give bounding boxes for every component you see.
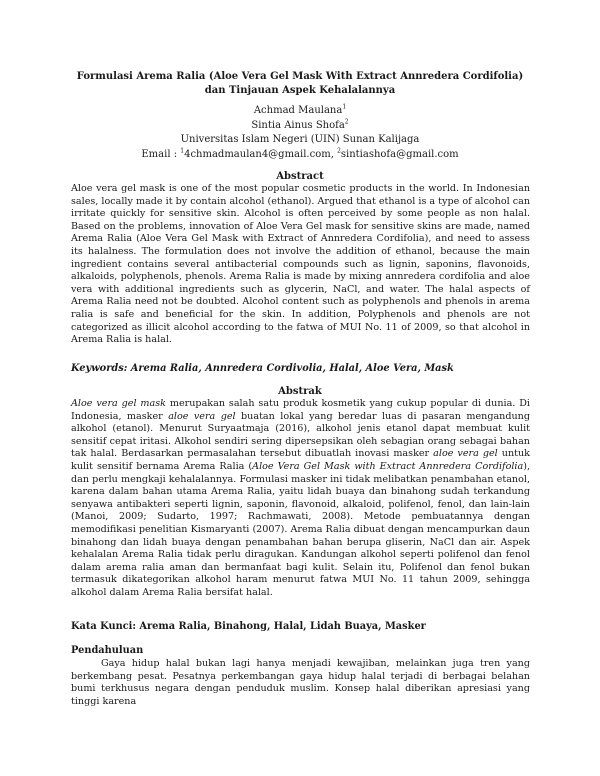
abstract-english-text: Alo​e vera gel mask is one of the most popular cosmetic products in the world. In Indonesian sales, locally made it by contain alcohol (ethanol). Argued that ethanol is a type of alcohol can irritate quickly for sensitive skin. Alcohol is often perceived by some people as non halal. Based on the problems, innovation of Aloe Vera Gel mask for sensitive skins are made, named Arema Ralia (Aloe Vera Gel Mask with Extract of Annredera Cordifolia), and need to assess its halalness. The formulation does not involve the addition of ethanol, because the main ingredient contains several antibacterial compounds such as lignin, saponins, flavonoids, alkaloids, polyphenols, phenols. Arema Ralia is made by mixing annredera cordifolia and aloe vera with additional ingredients such as glycerin, NaCl, and water. The halal aspects of Arema Ralia need not be doubted. Alcohol content such as polyphenols and phenols in arema ralia is safe and beneficial for the skin. In addition, Polyphenols and phenols are not categorized as illicit alcohol according to the fatwa of MUI No. 11 of 2009, so that alcohol in Arema Ralia is halal. (71, 183, 530, 346)
paper-title: Formulasi Arema Ralia (Aloe Vera Gel Mask With Extract Annredera Cordifolia) dan Tinjauan Aspek Kehalalannya (76, 71, 524, 96)
email-2-link[interactable]: sintiashofa@gmail.com (340, 148, 459, 160)
affiliation: Universitas Islam Negeri (UIN) Sunan Kalijaga (180, 134, 420, 145)
abstract-heading: Abstract (276, 171, 324, 182)
intro-text: Gaya hidup halal bukan lagi hanya menjadi kewajiban, melainkan juga tren yang berkembang pesat. Pesatnya perkembangan gaya hidup halal terjadi di berbagai belahan bumi terkhusus negara dengan penduduk muslim. Konsep halal diberikan apresiasi yang tinggi karena (71, 658, 530, 707)
keywords-indonesian: Kata Kunci: Arema Ralia, Binahong, Halal, Lidah Buaya, Masker (71, 621, 426, 632)
email-line: Email : $^1$4chmadmaulan4@gmail.com, $^2$sintiashofa@gmail.com (141, 147, 459, 160)
keywords-english: Keywords: Arema Ralia, Annredera Cordivolia, Halal, Aloe Vera, Mask (71, 363, 454, 374)
email-1-link[interactable]: 4chmadmaulan4@gmail.com, (184, 148, 338, 160)
abstract-indonesian-text: Aloe vera gel mask merupakan salah satu produk kosmetik yang cukup popular di dunia. Di Indonesia, masker aloe vera gel buatan lokal yang beredar luas di pasaran mengandung alkohol (etanol). Menurut Suryaatmaja (2016), alkohol jenis etanol dapat membuat kulit sensitif cepat iritasi. Alkohol sendiri sering dipersepsikan oleh sebagian orang sebagai bahan tak halal. Berdasarkan permasalahan tersebut dibuatlah inovasi masker aloe vera gel untuk kulit sensitif bernama Arema Ralia (Aloe Vera Gel Mask with Extract Annredera Cordifolia), dan perlu mengkaji kehalalannya. Formulasi masker ini tidak melibatkan penambahan etanol, karena dalam bahan utama Arema Ralia, yaitu lidah buaya dan binahong sudah terkandung senyawa antibakteri seperti lignin, saponin, flavonoid, alkaloid, polifenol, fenol, dan lain-lain (Manoi, 2009; Sudarto, 1997; Rachmawati, 2008). Metode pembuatannya dengan memodifikasi penelitian Kismaryanti (2007). Arema Ralia dibuat dengan mencampurkan daun binahong dan lidah buaya dengan penambahan bahan berupa gliserin, NaCl dan air. Aspek kehalalan Arema Ralia tidak perlu diragukan. Kandungan alkohol seperti polifenol dan fenol dalam arema ralia aman dan bermanfaat bagi kulit. Selain itu, Polifenol dan fenol bukan termasuk dikategorikan alkohol haram menurut fatwa MUI No. 11 tahun 2009, sehingga alkohol dalam Arema Ralia bersifat halal. (71, 398, 531, 598)
author-2: Sintia Ainus Shofa$^2$ (251, 118, 349, 131)
intro-heading: Pendahuluan (71, 645, 144, 656)
abstrak-heading: Abstrak (278, 386, 322, 397)
author-block (60, 104, 540, 162)
author-1: Achmad Maulana$^1$ (253, 103, 347, 116)
